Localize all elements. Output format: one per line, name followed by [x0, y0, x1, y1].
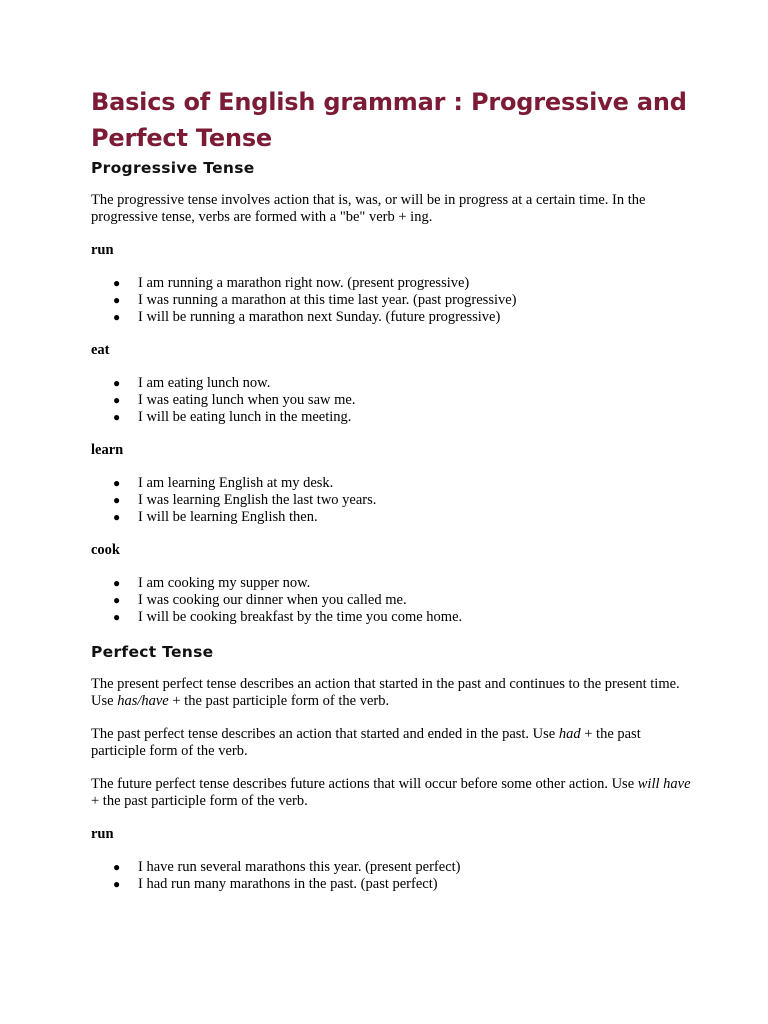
emphasis-text: had [558, 726, 581, 742]
bullet-icon: ● [113, 860, 121, 874]
bullet-icon: ● [113, 493, 121, 507]
list-item [91, 609, 691, 626]
description-text: + the past participle form of the verb. [91, 793, 308, 809]
description-text: The present perfect tense describes an action that started in the past and continues to the present time. Use [91, 676, 680, 709]
example-text: I will be cooking breakfast by the time you come home. [138, 609, 463, 625]
perfect-group-run [91, 826, 691, 893]
description-text: The future perfect tense describes future actions that will occur before some other action. Use [91, 776, 638, 792]
bullet-icon: ● [113, 476, 121, 490]
bullet-icon: ● [113, 310, 121, 324]
present-perfect-description [91, 676, 691, 710]
list-item [91, 592, 691, 609]
perfect-heading: Perfect Tense [91, 643, 214, 661]
list-item [91, 375, 691, 392]
past-perfect-description [91, 726, 691, 760]
example-text: I was running a marathon at this time last year. (past progressive) [138, 292, 517, 308]
list-item [91, 409, 691, 426]
example-text: I am cooking my supper now. [138, 575, 311, 591]
list-item [91, 859, 691, 876]
list-item [91, 475, 691, 492]
list-item [91, 292, 691, 309]
bullet-icon: ● [113, 276, 121, 290]
list-item [91, 492, 691, 509]
bullet-icon: ● [113, 510, 121, 524]
document-title: Basics of English grammar : Progressive and Perfect Tense [91, 88, 687, 152]
list-item [91, 876, 691, 893]
description-text: + the past participle form of the verb. [91, 726, 641, 759]
example-text: I have run several marathons this year. (present perfect) [138, 859, 461, 875]
bullet-icon: ● [113, 877, 121, 891]
example-text: I will be learning English then. [138, 509, 318, 525]
emphasis-text: has/have [117, 693, 169, 709]
example-text: I am learning English at my desk. [138, 475, 334, 491]
bullet-icon: ● [113, 593, 121, 607]
list-item [91, 575, 691, 592]
example-text: I am eating lunch now. [138, 375, 271, 391]
example-text: I am running a marathon right now. (present progressive) [138, 275, 470, 291]
progressive-group-learn [91, 442, 691, 526]
example-list [91, 275, 691, 326]
example-text: I will be running a marathon next Sunday. (future progressive) [138, 309, 501, 325]
example-list [91, 375, 691, 426]
example-text: I was eating lunch when you saw me. [138, 392, 356, 408]
verb-label: run [91, 242, 114, 258]
example-text: I will be eating lunch in the meeting. [138, 409, 352, 425]
example-list [91, 859, 691, 893]
progressive-group-cook [91, 542, 691, 626]
bullet-icon: ● [113, 576, 121, 590]
verb-label: eat [91, 342, 110, 358]
list-item [91, 509, 691, 526]
description-text: + the past participle form of the verb. [168, 693, 390, 709]
progressive-heading: Progressive Tense [91, 159, 255, 177]
list-item [91, 309, 691, 326]
description-text: The past perfect tense describes an action that started and ended in the past. Use [91, 726, 559, 742]
bullet-icon: ● [113, 376, 121, 390]
bullet-icon: ● [113, 293, 121, 307]
future-perfect-description [91, 776, 691, 810]
document-page [91, 84, 691, 909]
verb-label: run [91, 826, 114, 842]
progressive-group-run [91, 242, 691, 326]
example-list [91, 575, 691, 626]
bullet-icon: ● [113, 393, 121, 407]
example-text: I was learning English the last two years. [138, 492, 377, 508]
list-item [91, 275, 691, 292]
bullet-icon: ● [113, 410, 121, 424]
verb-label: learn [91, 442, 124, 458]
bullet-icon: ● [113, 610, 121, 624]
progressive-group-eat [91, 342, 691, 426]
emphasis-text: will have [637, 776, 691, 792]
example-text: I was cooking our dinner when you called me. [138, 592, 407, 608]
list-item [91, 392, 691, 409]
example-text: I had run many marathons in the past. (past perfect) [138, 876, 438, 892]
verb-label: cook [91, 542, 120, 558]
example-list [91, 475, 691, 526]
progressive-intro: The progressive tense involves action that is, was, or will be in progress at a certain time. In the progressive tense, verbs are formed with a "be" verb + ing. [91, 192, 646, 225]
